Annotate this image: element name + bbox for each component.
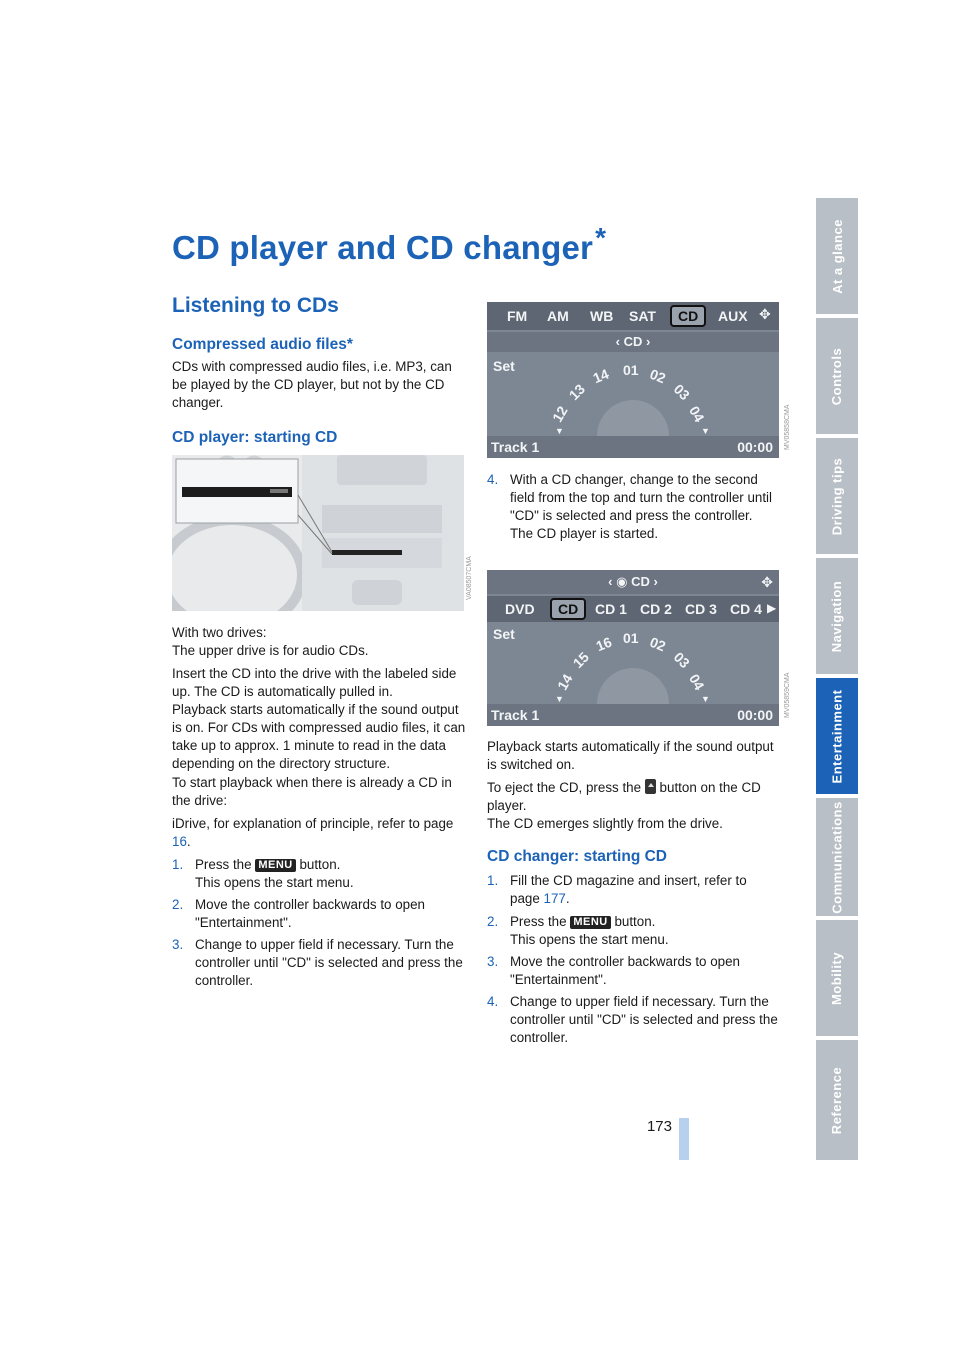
- track-12[interactable]: 12: [548, 403, 571, 425]
- play-time: 00:00: [737, 439, 773, 455]
- track-02[interactable]: 02: [647, 633, 669, 655]
- step-1: 1. Press the MENU button. This opens the start menu.: [172, 857, 354, 890]
- changer-tab-bar: [487, 596, 779, 622]
- track-14[interactable]: 14: [553, 671, 576, 693]
- track-15[interactable]: 15: [569, 648, 592, 672]
- status-bar: [487, 436, 779, 458]
- changer-step-2: 2. Press the MENU button. This opens the start menu.: [487, 914, 669, 947]
- tab-dvd[interactable]: DVD: [505, 601, 535, 617]
- idrive-screen-cd-changer: [487, 570, 779, 726]
- tab-aux[interactable]: AUX: [718, 308, 748, 324]
- sidebar-tab-label: Communications: [829, 800, 845, 914]
- paragraph-eject: To eject the CD, press the button on the CD player. The CD emerges slightly from the drive.: [487, 780, 761, 831]
- move-arrows-icon[interactable]: ✥: [761, 574, 773, 590]
- sidebar-tab-navigation[interactable]: [816, 558, 858, 674]
- sidebar-tab-label: Mobility: [829, 951, 845, 1005]
- track-03[interactable]: 03: [670, 380, 693, 404]
- sidebar-tab-label: Driving tips: [829, 457, 845, 535]
- sidebar-tab-label: Controls: [829, 347, 845, 405]
- track-04[interactable]: 04: [685, 403, 708, 425]
- sidebar-tab-label: Entertainment: [829, 689, 845, 783]
- scroll-down-left-icon[interactable]: ▼: [555, 426, 564, 436]
- paragraph-two-drives: With two drives: The upper drive is for audio CDs.: [172, 625, 369, 658]
- step-2: 2. Move the controller backwards to open "Entertainment".: [172, 897, 425, 930]
- tab-cd-selected[interactable]: CD: [670, 305, 706, 327]
- changer-step-4: 4. Change to upper field if necessary. Turn the controller until "CD" is selected and press the controller.: [487, 994, 778, 1045]
- image-code: MV05859CMA: [784, 672, 791, 718]
- tab-wb[interactable]: WB: [590, 308, 614, 324]
- paragraph-start-playback: To start playback when there is already a CD in the drive:: [172, 775, 452, 808]
- top-source-bar[interactable]: ‹ ◉ CD ›: [487, 570, 779, 594]
- sidebar-tab-label: Reference: [829, 1066, 845, 1134]
- page-title: CD player and CD changer*: [172, 222, 607, 266]
- sidebar-tab-label: Navigation: [829, 580, 845, 652]
- menu-button-icon: MENU: [570, 916, 610, 929]
- tab-cd-2[interactable]: CD 2: [640, 601, 672, 617]
- sidebar-tab-driving-tips[interactable]: [816, 438, 858, 554]
- menu-button-icon: MENU: [255, 859, 295, 872]
- paragraph-idrive: iDrive, for explanation of principle, refer to page 16.: [172, 816, 454, 849]
- image-code: MV05858CMA: [784, 404, 791, 450]
- dashboard-illustration: [172, 455, 464, 611]
- set-label[interactable]: Set: [493, 358, 515, 374]
- track-02[interactable]: 02: [647, 365, 669, 387]
- sidebar-tab-reference[interactable]: [816, 1040, 858, 1160]
- track-14[interactable]: 14: [590, 365, 612, 387]
- track-04[interactable]: 04: [685, 671, 708, 693]
- paragraph-auto-playback: Playback starts automatically if the sound output is switched on.: [487, 739, 774, 772]
- step-4: 4. With a CD changer, change to the second field from the top and turn the controller until "CD" is selected and press the controller. The CD player is started.: [487, 472, 773, 541]
- subsection-heading-changer: CD changer: starting CD: [487, 848, 667, 865]
- set-label[interactable]: Set: [493, 626, 515, 642]
- paragraph-insert-cd: Insert the CD into the drive with the labeled side up. The CD is automatically pulled in.: [172, 666, 457, 699]
- page-number: 173: [646, 1118, 672, 1135]
- sidebar-tab-label: At a glance: [829, 218, 845, 294]
- play-time: 00:00: [737, 707, 773, 723]
- tab-sat[interactable]: SAT: [629, 308, 656, 324]
- tab-cd-4[interactable]: CD 4: [730, 601, 762, 617]
- track-13[interactable]: 13: [565, 380, 588, 404]
- changer-step-3: 3. Move the controller backwards to open "Entertainment".: [487, 954, 740, 987]
- sidebar-tab-mobility[interactable]: [816, 920, 858, 1036]
- page-number-bar: [679, 1118, 689, 1160]
- eject-button-icon: [645, 779, 656, 794]
- move-arrows-icon[interactable]: ✥: [759, 306, 771, 322]
- sidebar-tab-controls[interactable]: [816, 318, 858, 434]
- tab-cd-selected[interactable]: CD: [550, 598, 586, 620]
- paragraph-compressed: CDs with compressed audio files, i.e. MP3, can be played by the CD player, but not by the CD changer.: [172, 359, 452, 410]
- sidebar-tab-at-a-glance[interactable]: [816, 198, 858, 314]
- paragraph-playback: Playback starts automatically if the sound output is on. For CDs with compressed audio files, it can take up to approx. 1 minute to read in the data depending on the directory structure.: [172, 702, 466, 771]
- sidebar-tab-entertainment[interactable]: [816, 678, 858, 794]
- track-01[interactable]: 01: [623, 362, 639, 378]
- page-link[interactable]: 16: [172, 834, 187, 849]
- tab-fm[interactable]: FM: [507, 308, 528, 324]
- tab-cd-3[interactable]: CD 3: [685, 601, 717, 617]
- track-label: Track 1: [491, 707, 540, 723]
- scroll-down-right-icon[interactable]: ▼: [701, 694, 710, 704]
- page-link[interactable]: 177: [543, 891, 566, 906]
- tab-am[interactable]: AM: [547, 308, 569, 324]
- changer-step-1: 1. Fill the CD magazine and insert, refer to page 177.: [487, 873, 747, 906]
- step-3: 3. Change to upper field if necessary. Turn the controller until "CD" is selected and press the controller.: [172, 937, 463, 988]
- subsection-heading-compressed: Compressed audio files*: [172, 336, 353, 353]
- idrive-screen-audio-sources: [487, 302, 779, 458]
- track-03[interactable]: 03: [670, 648, 693, 672]
- section-heading: Listening to CDs: [172, 294, 339, 317]
- subsection-heading-player: CD player: starting CD: [172, 429, 338, 446]
- sub-source-bar[interactable]: ‹ CD ›: [487, 332, 779, 352]
- scroll-down-right-icon[interactable]: ▼: [701, 426, 710, 436]
- scroll-down-left-icon[interactable]: ▼: [555, 694, 564, 704]
- track-label: Track 1: [491, 439, 540, 455]
- source-tab-bar: [487, 302, 779, 330]
- tab-cd-1[interactable]: CD 1: [595, 601, 627, 617]
- image-code: VA08507CMA: [466, 556, 473, 600]
- track-16[interactable]: 16: [593, 633, 615, 655]
- track-01[interactable]: 01: [623, 630, 639, 646]
- status-bar: [487, 704, 779, 726]
- optional-equipment-marker: *: [595, 222, 607, 253]
- scroll-right-icon[interactable]: ▶: [767, 601, 777, 615]
- sidebar-tab-communications[interactable]: [816, 798, 858, 916]
